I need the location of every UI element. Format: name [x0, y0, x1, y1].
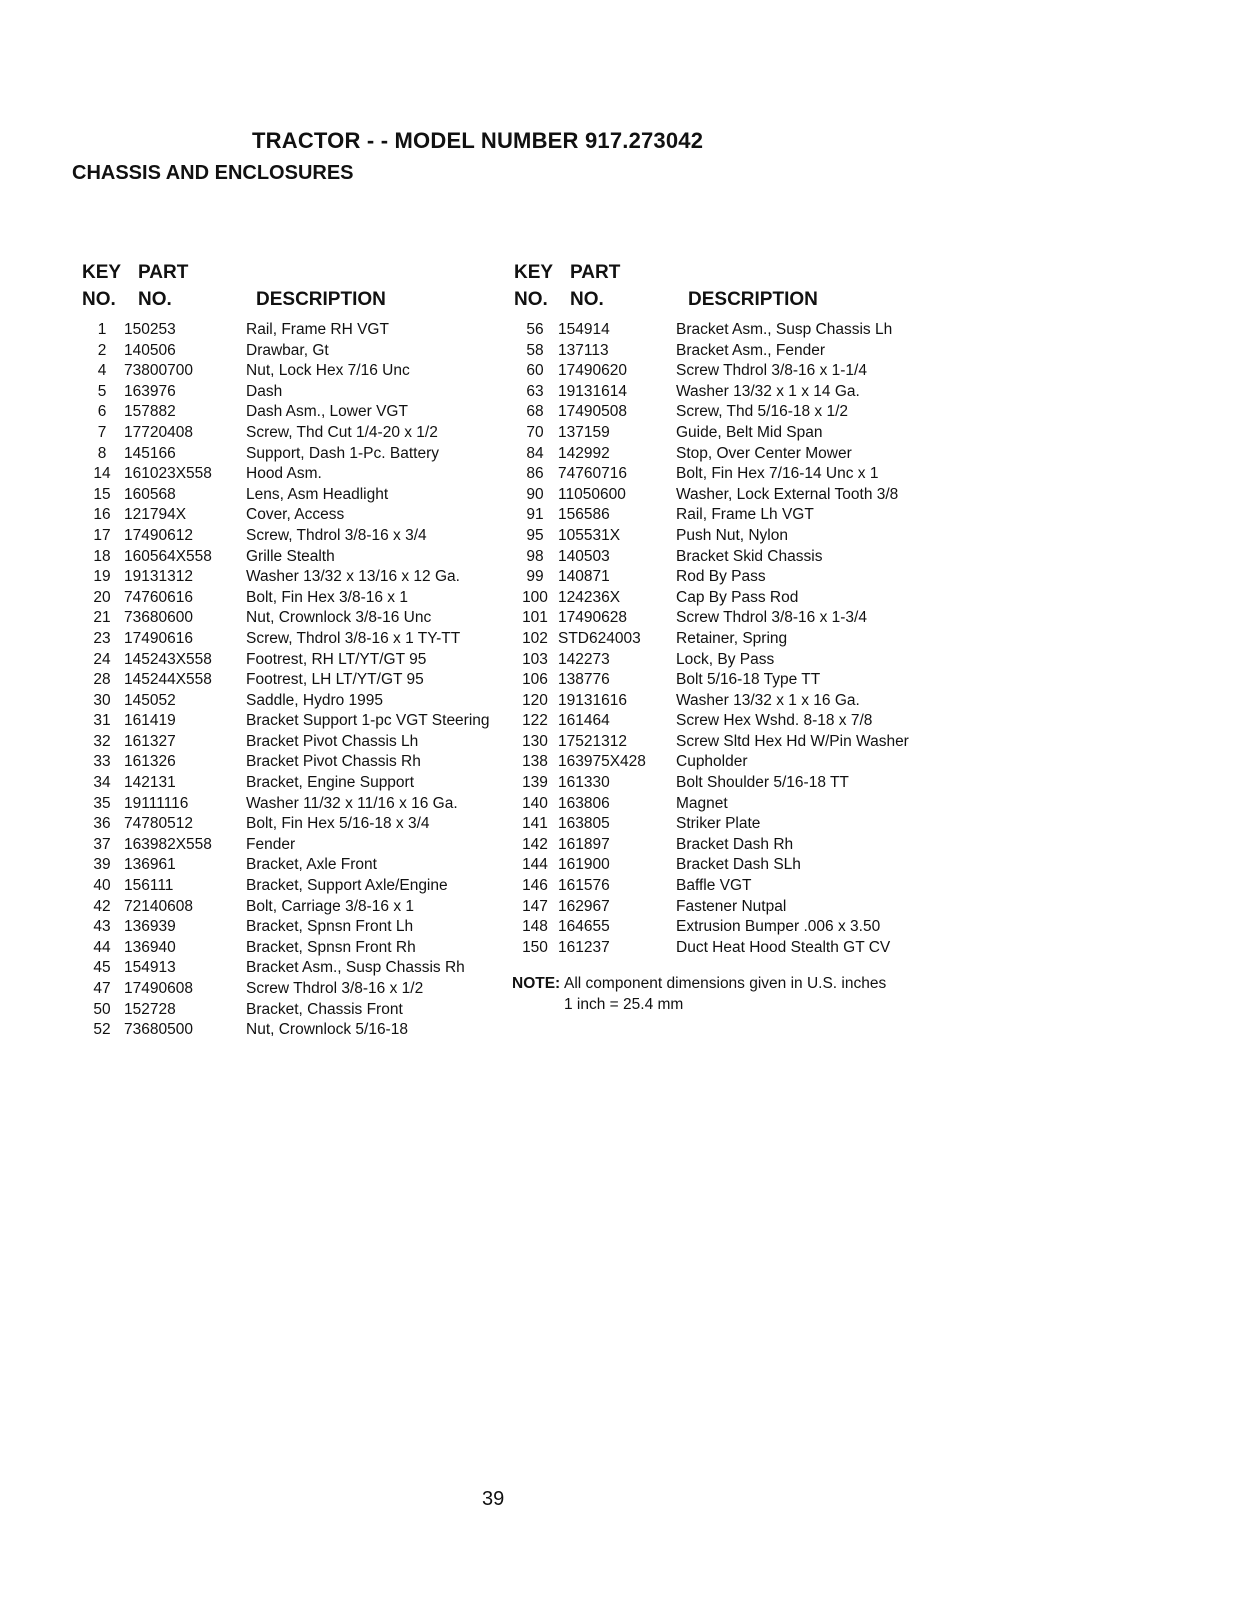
table-row [80, 1000, 510, 1021]
key-no: 28 [93, 671, 111, 689]
part-no: 17490616 [124, 629, 193, 647]
parts-list-left [80, 320, 510, 1041]
table-row [80, 629, 510, 650]
table-row [80, 691, 510, 712]
part-no: 74760716 [558, 465, 627, 483]
table-row [512, 320, 932, 341]
part-no: 17490620 [558, 362, 627, 380]
key-no: 150 [522, 938, 548, 956]
part-no: 138776 [558, 671, 610, 689]
table-row [80, 855, 510, 876]
key-no: 23 [93, 629, 111, 647]
part-no: 17490612 [124, 526, 193, 544]
table-row [512, 897, 932, 918]
table-row [512, 485, 932, 506]
part-no: 145052 [124, 691, 176, 709]
key-no: 37 [93, 835, 111, 853]
description: Bracket Asm., Susp Chassis Lh [676, 321, 893, 338]
key-no: 142 [522, 835, 548, 853]
part-no: 121794X [124, 506, 187, 524]
description: Bracket Support 1-pc VGT Steering [246, 712, 490, 730]
key-no: 35 [93, 794, 111, 812]
page-number: 39 [482, 1488, 505, 1510]
parts-table-right [512, 262, 932, 1016]
table-row [80, 423, 510, 444]
key-no: 91 [526, 506, 544, 524]
description: Stop, Over Center Mower [676, 444, 852, 462]
parts-list-right [512, 320, 932, 958]
key-no: 1 [97, 321, 107, 338]
table-row [80, 979, 510, 1000]
description: Bracket, Engine Support [246, 774, 415, 792]
part-no: 136940 [124, 938, 176, 956]
table-row [80, 588, 510, 609]
part-no: 145166 [124, 444, 176, 462]
key-no: 130 [522, 732, 548, 750]
description: Saddle, Hydro 1995 [246, 691, 384, 709]
description: Retainer, Spring [676, 629, 788, 647]
description: Support, Dash 1-Pc. Battery [246, 444, 439, 462]
table-row [80, 341, 510, 362]
table-row [512, 855, 932, 876]
part-no: 160568 [124, 485, 176, 503]
key-no: 144 [522, 856, 548, 874]
part-no: 19131614 [558, 382, 627, 400]
note-line: 1 inch = 25.4 mm [564, 996, 684, 1013]
table-row [512, 608, 932, 629]
table-row [80, 444, 510, 465]
description: Bracket Skid Chassis [676, 547, 823, 565]
part-no: 17490628 [558, 609, 627, 627]
key-no: 68 [526, 403, 544, 421]
description: Fender [246, 835, 296, 853]
table-row [512, 876, 932, 897]
table-row [512, 444, 932, 465]
description: Hood Asm. [246, 465, 322, 483]
description: Footrest, LH LT/YT/GT 95 [246, 671, 424, 689]
part-no: 161330 [558, 774, 610, 792]
part-no: 17720408 [124, 423, 193, 441]
key-no: 101 [522, 609, 548, 627]
part-no: 73680500 [124, 1021, 193, 1039]
description: Bracket Pivot Chassis Rh [246, 753, 421, 771]
description: Baffle VGT [676, 877, 752, 895]
description: Nut, Lock Hex 7/16 Unc [246, 362, 410, 380]
parts-table-left [80, 262, 510, 1041]
description: Guide, Belt Mid Span [676, 423, 823, 441]
part-no: 74760616 [124, 588, 193, 606]
key-no: 42 [93, 897, 111, 915]
description: Bolt, Fin Hex 7/16-14 Unc x 1 [676, 465, 879, 483]
table-row [512, 650, 932, 671]
part-no: 161326 [124, 753, 176, 771]
key-no: 14 [93, 465, 111, 483]
part-no: 17490508 [558, 403, 627, 421]
description: Dash Asm., Lower VGT [246, 403, 408, 421]
part-no: 161419 [124, 712, 176, 730]
key-no: 40 [93, 877, 111, 895]
header-description: DESCRIPTION [256, 289, 386, 310]
note-line: All component dimensions given in U.S. inches [564, 975, 887, 993]
table-row [512, 567, 932, 588]
key-no: 99 [526, 568, 544, 586]
table-row [512, 773, 932, 794]
description: Rod By Pass [676, 568, 766, 586]
table-row [80, 876, 510, 897]
table-row [512, 917, 932, 938]
key-no: 8 [97, 444, 107, 462]
key-no: 18 [93, 547, 111, 565]
part-no: 163982X558 [124, 835, 212, 853]
table-row [512, 629, 932, 650]
part-no: 142131 [124, 774, 176, 792]
part-no: 161327 [124, 732, 176, 750]
key-no: 7 [97, 423, 107, 441]
table-row [512, 382, 932, 403]
part-no: 105531X [558, 526, 621, 544]
table-row [512, 505, 932, 526]
key-no: 95 [526, 526, 544, 544]
description: Bracket, Axle Front [246, 856, 377, 874]
table-row [80, 526, 510, 547]
table-row [80, 547, 510, 568]
description: Bracket Dash Rh [676, 835, 794, 853]
description: Screw, Thd Cut 1/4-20 x 1/2 [246, 423, 438, 441]
description: Drawbar, Gt [246, 341, 329, 359]
table-row [80, 917, 510, 938]
table-row [512, 938, 932, 959]
key-no: 50 [93, 1000, 111, 1018]
part-no: 72140608 [124, 897, 193, 915]
table-row [80, 402, 510, 423]
table-row [80, 897, 510, 918]
key-no: 56 [526, 321, 544, 338]
description: Bracket Dash SLh [676, 856, 801, 874]
table-row [512, 752, 932, 773]
description: Duct Heat Hood Stealth GT CV [676, 938, 891, 956]
key-no: 90 [526, 485, 544, 503]
table-row [80, 938, 510, 959]
description: Washer 13/32 x 13/16 x 12 Ga. [246, 568, 460, 586]
page-title: TRACTOR - - MODEL NUMBER 917.273042 [252, 128, 704, 153]
key-no: 146 [522, 877, 548, 895]
description: Bolt, Fin Hex 5/16-18 x 3/4 [246, 815, 430, 833]
description: Bolt, Carriage 3/8-16 x 1 [246, 897, 415, 915]
table-row [512, 814, 932, 835]
key-no: 141 [522, 815, 548, 833]
part-no: 17521312 [558, 732, 627, 750]
table-row [512, 402, 932, 423]
table-row [80, 732, 510, 753]
table-row [80, 361, 510, 382]
part-no: 154913 [124, 959, 176, 977]
part-no: 157882 [124, 403, 176, 421]
table-row [512, 361, 932, 382]
key-no: 44 [93, 938, 111, 956]
table-row [80, 464, 510, 485]
key-no: 47 [93, 980, 111, 997]
description: Washer 13/32 x 1 x 16 Ga. [676, 691, 860, 709]
table-row [80, 711, 510, 732]
key-no: 31 [93, 712, 111, 730]
description: Screw Thdrol 3/8-16 x 1-3/4 [676, 609, 867, 627]
description: Screw Hex Wshd. 8-18 x 7/8 [676, 712, 873, 730]
key-no: 106 [522, 671, 548, 689]
description: Cupholder [676, 753, 748, 771]
part-no: 162967 [558, 897, 610, 915]
key-no: 60 [526, 362, 544, 380]
key-no: 15 [93, 485, 111, 503]
description: Bracket Asm., Susp Chassis Rh [246, 959, 465, 977]
description: Bracket Pivot Chassis Lh [246, 732, 419, 750]
description: Bracket, Support Axle/Engine [246, 877, 448, 895]
description: Bolt, Fin Hex 3/8-16 x 1 [246, 588, 408, 606]
description: Screw Thdrol 3/8-16 x 1/2 [246, 980, 424, 997]
part-no: STD624003 [558, 629, 641, 647]
part-no: 140871 [558, 568, 610, 586]
header-key-bottom: NO. [514, 289, 548, 310]
section-title: CHASSIS AND ENCLOSURES [72, 162, 354, 184]
key-no: 21 [93, 609, 111, 627]
table-row [80, 485, 510, 506]
part-no: 140506 [124, 341, 176, 359]
part-no: 142273 [558, 650, 610, 668]
table-row [512, 526, 932, 547]
header-part-bottom: NO. [570, 289, 604, 310]
part-no: 163975X428 [558, 753, 646, 771]
header-part-top: PART [570, 262, 621, 283]
description: Screw, Thdrol 3/8-16 x 3/4 [246, 526, 427, 544]
part-no: 17490608 [124, 980, 193, 997]
description: Washer 13/32 x 1 x 14 Ga. [676, 382, 860, 400]
part-no: 156111 [124, 877, 174, 895]
part-no: 163806 [558, 794, 610, 812]
key-no: 30 [93, 691, 111, 709]
key-no: 102 [522, 629, 548, 647]
part-no: 161237 [558, 938, 610, 956]
key-no: 63 [526, 382, 544, 400]
part-no: 164655 [558, 918, 610, 936]
table-row [80, 835, 510, 856]
part-no: 156586 [558, 506, 610, 524]
dimensions-note [512, 974, 932, 1015]
key-no: 4 [97, 362, 107, 380]
table-row [80, 670, 510, 691]
part-no: 161900 [558, 856, 610, 874]
key-no: 139 [522, 774, 548, 792]
part-no: 140503 [558, 547, 610, 565]
part-no: 137113 [558, 341, 609, 359]
part-no: 163805 [558, 815, 610, 833]
part-no: 124236X [558, 588, 621, 606]
key-no: 120 [522, 691, 548, 709]
description: Nut, Crownlock 3/8-16 Unc [246, 609, 432, 627]
description: Bracket Asm., Fender [676, 341, 826, 359]
description: Washer, Lock External Tooth 3/8 [676, 485, 899, 503]
description: Push Nut, Nylon [676, 526, 788, 544]
description: Bracket, Chassis Front [246, 1000, 403, 1018]
description: Cover, Access [246, 506, 345, 524]
key-no: 100 [522, 588, 548, 606]
key-no: 98 [526, 547, 544, 565]
key-no: 24 [93, 650, 111, 668]
part-no: 161897 [558, 835, 610, 853]
part-no: 142992 [558, 444, 610, 462]
description: Magnet [676, 794, 728, 812]
part-no: 145243X558 [124, 650, 212, 668]
part-no: 160564X558 [124, 547, 212, 565]
part-no: 11050600 [558, 485, 626, 503]
table-row [512, 711, 932, 732]
key-no: 103 [522, 650, 548, 668]
table-row [512, 732, 932, 753]
key-no: 32 [93, 732, 111, 750]
table-row [80, 773, 510, 794]
key-no: 70 [526, 423, 544, 441]
description: Screw Thdrol 3/8-16 x 1-1/4 [676, 362, 867, 380]
key-no: 16 [93, 506, 111, 524]
table-row [80, 794, 510, 815]
key-no: 45 [93, 959, 111, 977]
description: Rail, Frame RH VGT [246, 321, 389, 338]
part-no: 152728 [124, 1000, 176, 1018]
description: Fastener Nutpal [676, 897, 787, 915]
description: Lock, By Pass [676, 650, 775, 668]
description: Bracket, Spnsn Front Lh [246, 918, 414, 936]
header-part-top: PART [138, 262, 189, 283]
key-no: 43 [93, 918, 111, 936]
table-row [512, 835, 932, 856]
part-no: 73680600 [124, 609, 193, 627]
part-no: 73800700 [124, 362, 193, 380]
key-no: 34 [93, 774, 111, 792]
description: Screw Sltd Hex Hd W/Pin Washer [676, 732, 909, 750]
key-no: 58 [526, 341, 544, 359]
key-no: 138 [522, 753, 548, 771]
header-key-bottom: NO. [82, 289, 116, 310]
table-row [512, 670, 932, 691]
table-row [512, 464, 932, 485]
description: Lens, Asm Headlight [246, 485, 389, 503]
header-key-top: KEY [82, 262, 122, 283]
note-text [564, 974, 886, 1015]
table-header [512, 262, 932, 320]
header-key-top: KEY [514, 262, 554, 283]
key-no: 39 [93, 856, 111, 874]
table-row [80, 608, 510, 629]
key-no: 20 [93, 588, 111, 606]
part-no: 136961 [124, 856, 176, 874]
description: Bracket, Spnsn Front Rh [246, 938, 416, 956]
key-no: 84 [526, 444, 544, 462]
table-row [80, 650, 510, 671]
header-description: DESCRIPTION [688, 289, 818, 310]
key-no: 19 [93, 568, 111, 586]
table-row [80, 505, 510, 526]
description: Washer 11/32 x 11/16 x 16 Ga. [246, 794, 458, 812]
description: Nut, Crownlock 5/16-18 [246, 1021, 408, 1039]
description: Striker Plate [676, 815, 761, 833]
key-no: 6 [97, 403, 107, 421]
table-row [512, 341, 932, 362]
table-row [512, 423, 932, 444]
table-row [80, 382, 510, 403]
description: Screw, Thdrol 3/8-16 x 1 TY-TT [246, 629, 461, 647]
description: Dash [246, 382, 283, 400]
key-no: 36 [93, 815, 111, 833]
part-no: 136939 [124, 918, 176, 936]
description: Extrusion Bumper .006 x 3.50 [676, 918, 881, 936]
table-row [512, 794, 932, 815]
part-no: 19131312 [124, 568, 193, 586]
table-row [80, 958, 510, 979]
description: Footrest, RH LT/YT/GT 95 [246, 650, 427, 668]
key-no: 5 [97, 382, 107, 400]
header-part-bottom: NO. [138, 289, 172, 310]
table-row [80, 814, 510, 835]
part-no: 137159 [558, 423, 610, 441]
part-no: 161576 [558, 877, 610, 895]
key-no: 2 [97, 341, 107, 359]
part-no: 163976 [124, 382, 176, 400]
key-no: 52 [93, 1021, 111, 1039]
part-no: 19111116 [124, 794, 189, 812]
part-no: 150253 [124, 321, 176, 338]
key-no: 122 [522, 712, 548, 730]
table-row [80, 567, 510, 588]
key-no: 17 [93, 526, 111, 544]
table-row [80, 320, 510, 341]
description: Bolt Shoulder 5/16-18 TT [676, 774, 849, 792]
description: Bolt 5/16-18 Type TT [676, 671, 821, 689]
description: Rail, Frame Lh VGT [676, 506, 814, 524]
table-row [512, 691, 932, 712]
part-no: 145244X558 [124, 671, 212, 689]
description: Screw, Thd 5/16-18 x 1/2 [676, 403, 849, 421]
table-row [512, 588, 932, 609]
part-no: 19131616 [558, 691, 627, 709]
key-no: 33 [93, 753, 111, 771]
part-no: 74780512 [124, 815, 193, 833]
key-no: 86 [526, 465, 544, 483]
table-row [80, 752, 510, 773]
part-no: 154914 [558, 321, 610, 338]
description: Grille Stealth [246, 547, 335, 565]
table-row [512, 547, 932, 568]
key-no: 140 [522, 794, 548, 812]
table-row [80, 1020, 510, 1041]
part-no: 161464 [558, 712, 610, 730]
key-no: 148 [522, 918, 548, 936]
note-label: NOTE: [512, 975, 561, 993]
table-header [80, 262, 510, 320]
key-no: 147 [522, 897, 548, 915]
part-no: 161023X558 [124, 465, 212, 483]
description: Cap By Pass Rod [676, 588, 799, 606]
